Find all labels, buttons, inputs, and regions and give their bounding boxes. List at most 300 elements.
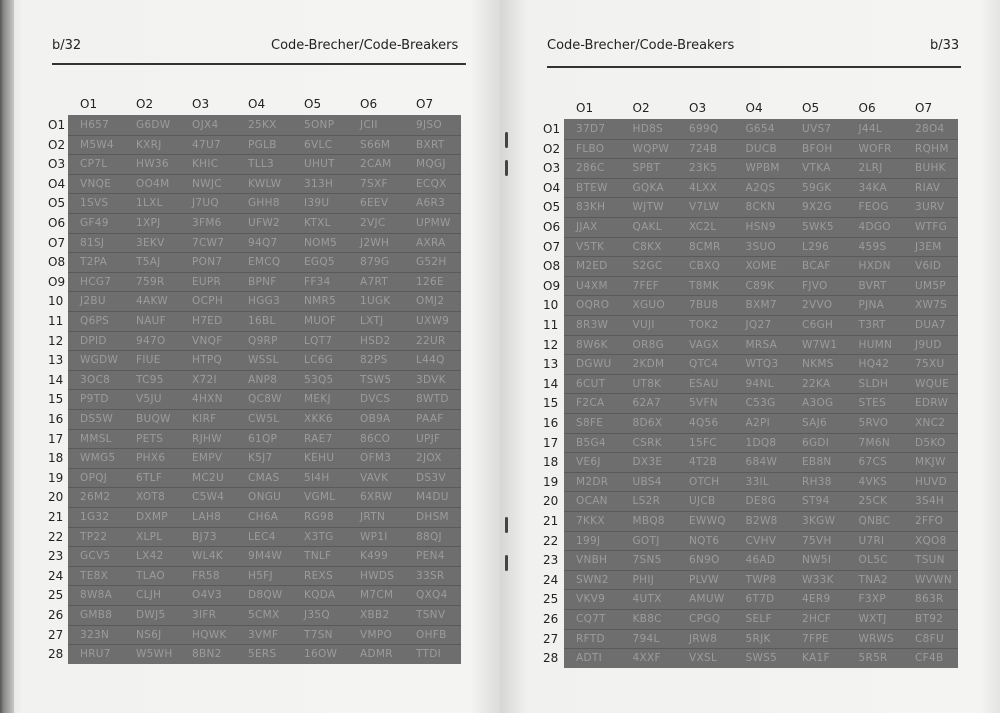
code-cell: 4T2B <box>689 456 718 469</box>
code-cell: HCG7 <box>80 275 112 288</box>
code-cell: TWP8 <box>745 573 777 586</box>
code-cell: GQKA <box>632 181 664 194</box>
code-cell: 8CMR <box>689 240 721 253</box>
row-number: 24 <box>543 572 559 587</box>
row-divider <box>68 174 461 175</box>
code-cell: EUPR <box>192 275 222 288</box>
code-cell: O4V3 <box>192 589 223 602</box>
row-divider <box>564 276 958 277</box>
row-number: 27 <box>543 631 559 646</box>
row-divider <box>564 374 958 375</box>
code-cell: 1DQ8 <box>745 436 777 449</box>
code-cell: KWLW <box>248 177 282 190</box>
code-cell: 6GDI <box>802 436 830 449</box>
code-cell: ST94 <box>802 495 830 508</box>
code-cell: SWS5 <box>745 652 778 665</box>
code-cell: 759R <box>136 275 165 288</box>
code-cell: QAKL <box>632 221 662 233</box>
code-cell: KHIC <box>192 158 219 171</box>
code-cell: XKK6 <box>304 413 333 425</box>
code-cell: C8FU <box>915 632 944 645</box>
code-cell: C6GH <box>802 319 834 331</box>
code-cell: 5VFN <box>689 397 718 410</box>
code-cell: MKJW <box>915 456 946 469</box>
code-cell: CW5L <box>248 413 280 425</box>
code-cell: DWJ5 <box>136 609 166 621</box>
row-number: 24 <box>48 568 64 583</box>
code-cell: J7UQ <box>192 197 219 210</box>
binding-staple <box>505 132 508 148</box>
code-cell: UJCB <box>689 495 716 508</box>
left-page-title: Code-Brecher/Code-Breakers <box>271 38 459 53</box>
code-cell: TLAO <box>136 569 165 582</box>
code-cell: XBB2 <box>360 609 390 621</box>
code-cell: LX42 <box>136 550 164 563</box>
row-number: 15 <box>543 396 559 411</box>
code-cell: BPNF <box>248 275 277 288</box>
code-cell: 4VKS <box>858 475 888 488</box>
row-divider <box>68 272 461 273</box>
code-cell: VAGX <box>689 338 720 351</box>
code-cell: WTFG <box>915 221 948 233</box>
code-cell: RQHM <box>915 142 949 155</box>
code-cell: 47U7 <box>192 138 221 151</box>
code-cell: LXTJ <box>360 315 384 327</box>
code-cell: WGDW <box>80 354 119 367</box>
code-cell: X72I <box>192 373 217 386</box>
code-cell: 16OW <box>304 648 338 661</box>
row-divider <box>68 527 461 528</box>
code-cell: PJNA <box>858 299 885 312</box>
code-cell: DX3E <box>632 456 663 469</box>
code-cell: XQO8 <box>915 534 947 547</box>
row-divider <box>68 625 461 626</box>
code-cell: RH38 <box>802 475 832 488</box>
code-cell: BCAF <box>802 260 831 273</box>
code-cell: 8BN2 <box>192 648 222 661</box>
code-cell: QC8W <box>248 393 282 406</box>
code-cell: PETS <box>136 432 164 445</box>
code-cell: RIAV <box>915 181 941 194</box>
row-divider <box>564 531 958 532</box>
left-page-number: b/32 <box>52 38 82 53</box>
column-header: O2 <box>136 97 154 111</box>
column-header: O3 <box>689 101 707 115</box>
row-divider <box>564 393 958 394</box>
code-cell: PLVW <box>689 573 719 586</box>
code-cell: 4DGO <box>858 221 891 233</box>
code-cell: 126E <box>416 275 444 288</box>
row-number: 13 <box>48 353 64 368</box>
code-cell: J9UD <box>915 338 942 351</box>
code-cell: EMCQ <box>248 256 281 269</box>
code-cell: VNQE <box>80 177 112 190</box>
row-divider <box>564 629 958 630</box>
row-divider <box>68 507 461 508</box>
code-cell: RFTD <box>576 632 605 645</box>
row-divider <box>68 429 461 430</box>
row-number: O3 <box>543 161 561 176</box>
code-cell: 947O <box>136 334 166 347</box>
row-number: 21 <box>543 514 559 528</box>
code-cell: VUJI <box>632 319 655 331</box>
code-cell: 9X2G <box>802 201 832 214</box>
code-cell: C53G <box>745 397 776 410</box>
row-number: 26 <box>543 612 559 626</box>
code-cell: H5FJ <box>248 569 273 582</box>
code-cell: NS6J <box>136 628 162 641</box>
code-cell: VE6J <box>576 456 601 469</box>
code-cell: D5KO <box>915 436 946 449</box>
code-cell: 86CO <box>360 432 391 445</box>
code-cell: 25KX <box>248 119 277 131</box>
column-header: O6 <box>360 97 378 111</box>
code-cell: XC2L <box>689 221 717 233</box>
code-cell: 3DVK <box>416 373 446 386</box>
code-cell: Q6PS <box>80 315 110 327</box>
row-divider <box>68 154 461 155</box>
code-cell: VMPO <box>360 628 393 641</box>
code-cell: H7ED <box>192 315 223 327</box>
code-cell: C89K <box>745 279 775 292</box>
code-cell: BFOH <box>802 142 833 155</box>
code-cell: 75VH <box>802 534 832 547</box>
code-cell: HUVD <box>915 475 948 488</box>
code-cell: CLJH <box>136 589 162 602</box>
code-cell: UFW2 <box>248 217 280 229</box>
code-cell: ONGU <box>248 491 282 504</box>
code-cell: WRWS <box>858 632 894 645</box>
code-cell: TNLF <box>304 550 332 563</box>
code-cell: WSSL <box>248 354 279 367</box>
code-cell: 8W6K <box>576 338 608 351</box>
row-divider <box>68 193 461 194</box>
code-cell: 94NL <box>745 377 774 390</box>
code-cell: WQUE <box>915 377 950 390</box>
column-header: O4 <box>248 97 266 111</box>
code-cell: X3TG <box>304 530 334 543</box>
code-cell: H657 <box>80 119 110 131</box>
binding-staple <box>505 160 508 176</box>
code-cell: 313H <box>304 177 334 190</box>
code-cell: QXQ4 <box>416 589 448 602</box>
code-cell: EGQ5 <box>304 256 335 269</box>
code-cell: 724B <box>689 142 718 155</box>
row-divider <box>68 487 461 488</box>
code-cell: 22UR <box>416 334 446 347</box>
code-cell: 75XU <box>915 358 945 371</box>
code-cell: 5RVO <box>858 417 889 429</box>
row-divider <box>68 213 461 214</box>
code-cell: 83KH <box>576 201 606 214</box>
code-cell: UPJF <box>416 432 441 445</box>
code-cell: 8WTD <box>416 393 449 406</box>
row-number: O8 <box>543 259 561 274</box>
code-cell: 1XPJ <box>136 217 161 229</box>
code-cell: ADTI <box>576 652 602 665</box>
code-cell: UBS4 <box>632 475 662 488</box>
row-number: 15 <box>48 392 64 407</box>
code-cell: KQDA <box>304 589 336 602</box>
row-divider <box>564 550 958 551</box>
code-cell: OB9A <box>360 413 391 425</box>
code-cell: NMR5 <box>304 295 337 308</box>
code-cell: KB8C <box>632 613 662 625</box>
code-cell: SLDH <box>858 377 889 390</box>
code-cell: S8FE <box>576 417 604 429</box>
code-cell: WMG5 <box>80 452 116 465</box>
code-cell: 699Q <box>689 123 719 135</box>
row-number: 18 <box>543 455 559 470</box>
row-number: 23 <box>543 553 559 568</box>
code-cell: 7KKX <box>576 515 605 527</box>
code-cell: HWDS <box>360 569 395 582</box>
code-cell: 879G <box>360 256 390 269</box>
code-cell: TP22 <box>80 530 108 543</box>
code-cell: DUCB <box>745 142 778 155</box>
code-cell: CSRK <box>632 436 662 449</box>
row-divider <box>68 233 461 234</box>
code-cell: 5CMX <box>248 609 280 621</box>
code-cell: XLPL <box>136 530 163 543</box>
code-cell: WP1I <box>360 530 388 543</box>
code-cell: 4AKW <box>136 295 168 308</box>
code-cell: BXRT <box>416 138 445 151</box>
code-cell: 67CS <box>858 456 888 469</box>
code-cell: KXRJ <box>136 138 162 151</box>
code-cell: W33K <box>802 573 834 586</box>
row-number: 25 <box>48 588 64 603</box>
code-cell: M2ED <box>576 260 608 273</box>
code-cell: 82PS <box>360 354 388 367</box>
code-cell: U7RI <box>858 534 885 547</box>
row-number: 18 <box>48 451 64 466</box>
binding-staple <box>505 555 508 571</box>
code-cell: KA1F <box>802 652 830 665</box>
code-cell: UHUT <box>304 158 335 171</box>
code-cell: A3OG <box>802 397 834 410</box>
code-cell: DHSM <box>416 511 449 523</box>
column-header: O1 <box>80 97 98 111</box>
code-cell: 1G32 <box>80 511 110 523</box>
code-cell: 94Q7 <box>248 236 278 249</box>
code-cell: GOTJ <box>632 534 660 547</box>
row-number: O6 <box>48 216 66 230</box>
code-cell: 323N <box>80 628 110 641</box>
code-cell: KTXL <box>304 217 331 229</box>
code-cell: OFM3 <box>360 452 392 465</box>
code-cell: CF4B <box>915 652 944 665</box>
row-divider <box>564 472 958 473</box>
code-cell: DS5W <box>80 413 114 425</box>
code-cell: SAJ6 <box>802 417 828 429</box>
code-cell: 7FEF <box>632 279 660 292</box>
code-cell: 61QP <box>248 432 278 445</box>
row-number: O9 <box>543 278 561 293</box>
row-divider <box>564 589 958 590</box>
code-cell: 863R <box>915 593 944 606</box>
row-number: O3 <box>48 157 66 172</box>
right-header-rule <box>547 66 961 68</box>
code-cell: 8D6X <box>632 417 663 429</box>
row-divider <box>564 354 958 355</box>
code-cell: 7CW7 <box>192 236 225 249</box>
code-cell: VXSL <box>689 652 718 665</box>
code-cell: CVHV <box>745 534 777 547</box>
code-cell: 6EEV <box>360 197 389 210</box>
row-divider <box>564 217 958 218</box>
code-cell: QNBC <box>858 515 891 527</box>
code-cell: SWN2 <box>576 573 609 586</box>
row-number: 28 <box>543 651 559 666</box>
code-cell: 7M6N <box>858 436 890 449</box>
row-divider <box>68 389 461 390</box>
code-cell: C5W4 <box>192 491 225 504</box>
code-cell: MQGJ <box>416 158 446 171</box>
code-cell: HQ42 <box>858 358 890 371</box>
row-divider <box>564 452 958 453</box>
code-cell: OO4M <box>136 177 170 190</box>
row-number: 16 <box>543 416 559 430</box>
code-cell: 26M2 <box>80 491 111 504</box>
row-number: O8 <box>48 255 66 270</box>
code-cell: LQT7 <box>304 334 333 347</box>
code-cell: OHFB <box>416 628 447 641</box>
column-header: O3 <box>192 97 210 111</box>
code-cell: ADMR <box>360 648 393 661</box>
code-cell: TLL3 <box>248 158 274 171</box>
code-cell: 3SUO <box>745 240 776 253</box>
code-cell: 794L <box>632 632 660 645</box>
code-cell: MUOF <box>304 315 337 327</box>
code-cell: P9TD <box>80 393 109 406</box>
code-cell: DE8G <box>745 495 777 508</box>
code-cell: M4DU <box>416 491 449 504</box>
code-cell: M7CM <box>360 589 394 602</box>
code-cell: 1UGK <box>360 295 391 308</box>
code-cell: DVCS <box>360 393 391 406</box>
code-cell: GF49 <box>80 217 109 229</box>
code-cell: RJHW <box>192 432 222 445</box>
code-cell: 6XRW <box>360 491 393 504</box>
code-cell: M2DR <box>576 475 609 488</box>
row-divider <box>564 139 958 140</box>
code-cell: QTC4 <box>689 358 719 371</box>
code-cell: 5I4H <box>304 471 330 484</box>
code-cell: MC2U <box>192 471 224 484</box>
right-page-title: Code-Brecher/Code-Breakers <box>547 38 735 53</box>
code-cell: VNBH <box>576 554 608 567</box>
code-cell: RG98 <box>304 511 334 523</box>
code-cell: STES <box>858 397 887 410</box>
code-cell: HRU7 <box>80 648 111 661</box>
row-divider <box>68 252 461 253</box>
row-divider <box>68 331 461 332</box>
code-cell: PGLB <box>248 138 277 151</box>
code-cell: PHIJ <box>632 573 655 586</box>
row-divider <box>68 468 461 469</box>
code-cell: 28O4 <box>915 123 945 135</box>
code-cell: S66M <box>360 138 391 151</box>
code-cell: 34KA <box>858 181 887 194</box>
row-number: O4 <box>543 180 561 195</box>
row-divider <box>564 433 958 434</box>
code-cell: MMSL <box>80 432 112 445</box>
code-cell: FEOG <box>858 201 889 214</box>
code-cell: LS2R <box>632 495 661 508</box>
row-divider <box>68 585 461 586</box>
code-cell: U4XM <box>576 279 608 292</box>
row-number: 23 <box>48 549 64 564</box>
code-cell: GMB8 <box>80 609 113 621</box>
code-cell: BUHK <box>915 162 946 175</box>
code-cell: VTKA <box>802 162 831 175</box>
code-cell: A6R3 <box>416 197 446 210</box>
code-cell: 5RJK <box>745 632 771 645</box>
code-cell: 684W <box>745 456 778 469</box>
code-cell: B2W8 <box>745 515 778 527</box>
code-cell: 1SVS <box>80 197 109 210</box>
code-cell: J3EM <box>915 240 942 253</box>
row-divider <box>68 370 461 371</box>
row-divider <box>564 570 958 571</box>
code-cell: 4UTX <box>632 593 662 606</box>
row-number: 28 <box>48 647 64 662</box>
code-cell: KEHU <box>304 452 335 465</box>
code-cell: 2FFO <box>915 515 944 527</box>
binding-staple <box>505 517 508 533</box>
code-cell: OCPH <box>192 295 224 308</box>
left-header-rule <box>52 63 466 65</box>
row-divider <box>564 335 958 336</box>
row-number: 27 <box>48 627 64 642</box>
code-cell: BUQW <box>136 413 171 425</box>
code-cell: JRTN <box>360 511 386 523</box>
code-cell: JCII <box>360 119 378 131</box>
code-cell: TTDI <box>416 648 442 661</box>
code-cell: 25CK <box>858 495 888 508</box>
row-divider <box>564 178 958 179</box>
code-cell: DS3V <box>416 471 446 484</box>
code-cell: F2CA <box>576 397 605 410</box>
code-cell: W5WH <box>136 648 173 661</box>
column-header: O6 <box>858 101 876 115</box>
code-cell: NWJC <box>192 177 222 190</box>
row-divider <box>68 605 461 606</box>
code-cell: GHH8 <box>248 197 280 210</box>
row-divider <box>68 448 461 449</box>
code-cell: JJAX <box>576 221 598 233</box>
code-cell: 37D7 <box>576 123 606 135</box>
code-cell: OMJ2 <box>416 295 445 308</box>
code-cell: 6TLF <box>136 471 163 484</box>
code-cell: ANP8 <box>248 373 278 386</box>
code-cell: L296 <box>802 240 830 253</box>
code-cell: J35Q <box>304 609 330 621</box>
code-cell: BXM7 <box>745 299 777 312</box>
code-cell: WJTW <box>632 201 664 214</box>
code-cell: T3RT <box>858 319 886 331</box>
row-number: 21 <box>48 510 64 524</box>
code-cell: 5ERS <box>248 648 277 661</box>
code-cell: 7SXF <box>360 177 388 190</box>
row-divider <box>68 311 461 312</box>
code-cell: 88QJ <box>416 530 442 543</box>
code-cell: 2VVO <box>802 299 833 312</box>
code-cell: VGML <box>304 491 336 504</box>
code-cell: 3IFR <box>192 609 217 621</box>
code-cell: OJX4 <box>192 119 219 131</box>
